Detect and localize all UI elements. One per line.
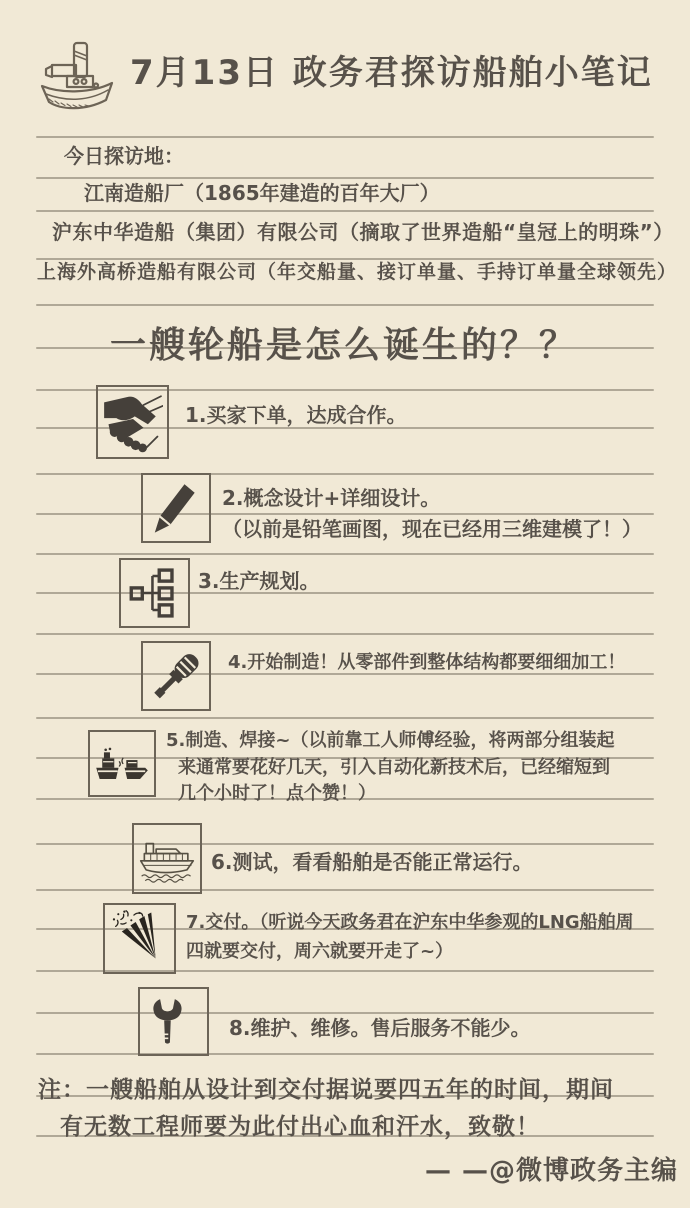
rule-line xyxy=(36,633,654,635)
screwdriver-icon xyxy=(141,641,211,711)
step-text: 3.生产规划。 xyxy=(198,569,320,593)
tugboat-icon xyxy=(36,38,118,118)
visit-place: 江南造船厂（1865年建造的百年大厂） xyxy=(84,181,440,205)
step-text: 2.概念设计+详细设计。 xyxy=(222,486,441,510)
rule-line xyxy=(36,889,654,891)
signature: — —@微博政务主编 xyxy=(424,1156,678,1186)
cruise-ship-icon xyxy=(132,823,202,894)
rule-line xyxy=(36,210,654,212)
rule-line xyxy=(36,473,654,475)
section-heading: 一艘轮船是怎么诞生的？？ xyxy=(110,325,579,366)
step-text: 几个小时了！点个赞！） xyxy=(178,783,376,804)
wrench-icon xyxy=(138,987,209,1056)
visit-place: 上海外高桥造船有限公司（年交船量、接订单量、手持订单量全球领先） xyxy=(37,261,678,283)
note-text: 注：一艘船舶从设计到交付据说要四五年的时间，期间 xyxy=(38,1077,614,1103)
visit-intro: 今日探访地： xyxy=(64,144,184,168)
note-text: 有无数工程师要为此付出心血和汗水，致敬！ xyxy=(60,1114,540,1140)
ship-assembly-icon xyxy=(88,730,156,797)
rule-line xyxy=(36,717,654,719)
rule-line xyxy=(36,553,654,555)
rule-line xyxy=(36,513,654,515)
visit-place: 沪东中华造船（集团）有限公司（摘取了世界造船“皇冠上的明珠”） xyxy=(52,220,674,244)
step-text: 5.制造、焊接~（以前靠工人师傅经验，将两部分组装起 xyxy=(166,730,615,751)
step-text: 6.测试，看看船舶是否能正常运行。 xyxy=(211,850,533,874)
rule-line xyxy=(36,843,654,845)
step-text: 8.维护、维修。售后服务不能少。 xyxy=(229,1016,531,1040)
rule-line xyxy=(36,136,654,138)
rule-line xyxy=(36,177,654,179)
step-text: （以前是铅笔画图，现在已经用三维建模了！） xyxy=(222,517,642,541)
rule-line xyxy=(36,1053,654,1055)
step-text: 来通常要花好几天，引入自动化新技术后，已经缩短到 xyxy=(178,757,610,778)
handshake-icon xyxy=(96,385,169,459)
page-title: 7月13日 政务君探访船舶小笔记 xyxy=(130,53,653,93)
step-text: 7.交付。（听说今天政务君在沪东中华参观的LNG船舶周 xyxy=(186,912,634,933)
flowchart-icon xyxy=(119,558,190,628)
rule-line xyxy=(36,304,654,306)
step-text: 四就要交付，周六就要开走了~） xyxy=(186,941,454,962)
step-text: 4.开始制造！从零部件到整体结构都要细细加工！ xyxy=(228,652,626,673)
rule-line xyxy=(36,1012,654,1014)
pencil-icon xyxy=(141,473,211,543)
party-popper-icon xyxy=(103,903,176,974)
rule-line xyxy=(36,258,654,260)
step-text: 1.买家下单，达成合作。 xyxy=(185,403,407,427)
